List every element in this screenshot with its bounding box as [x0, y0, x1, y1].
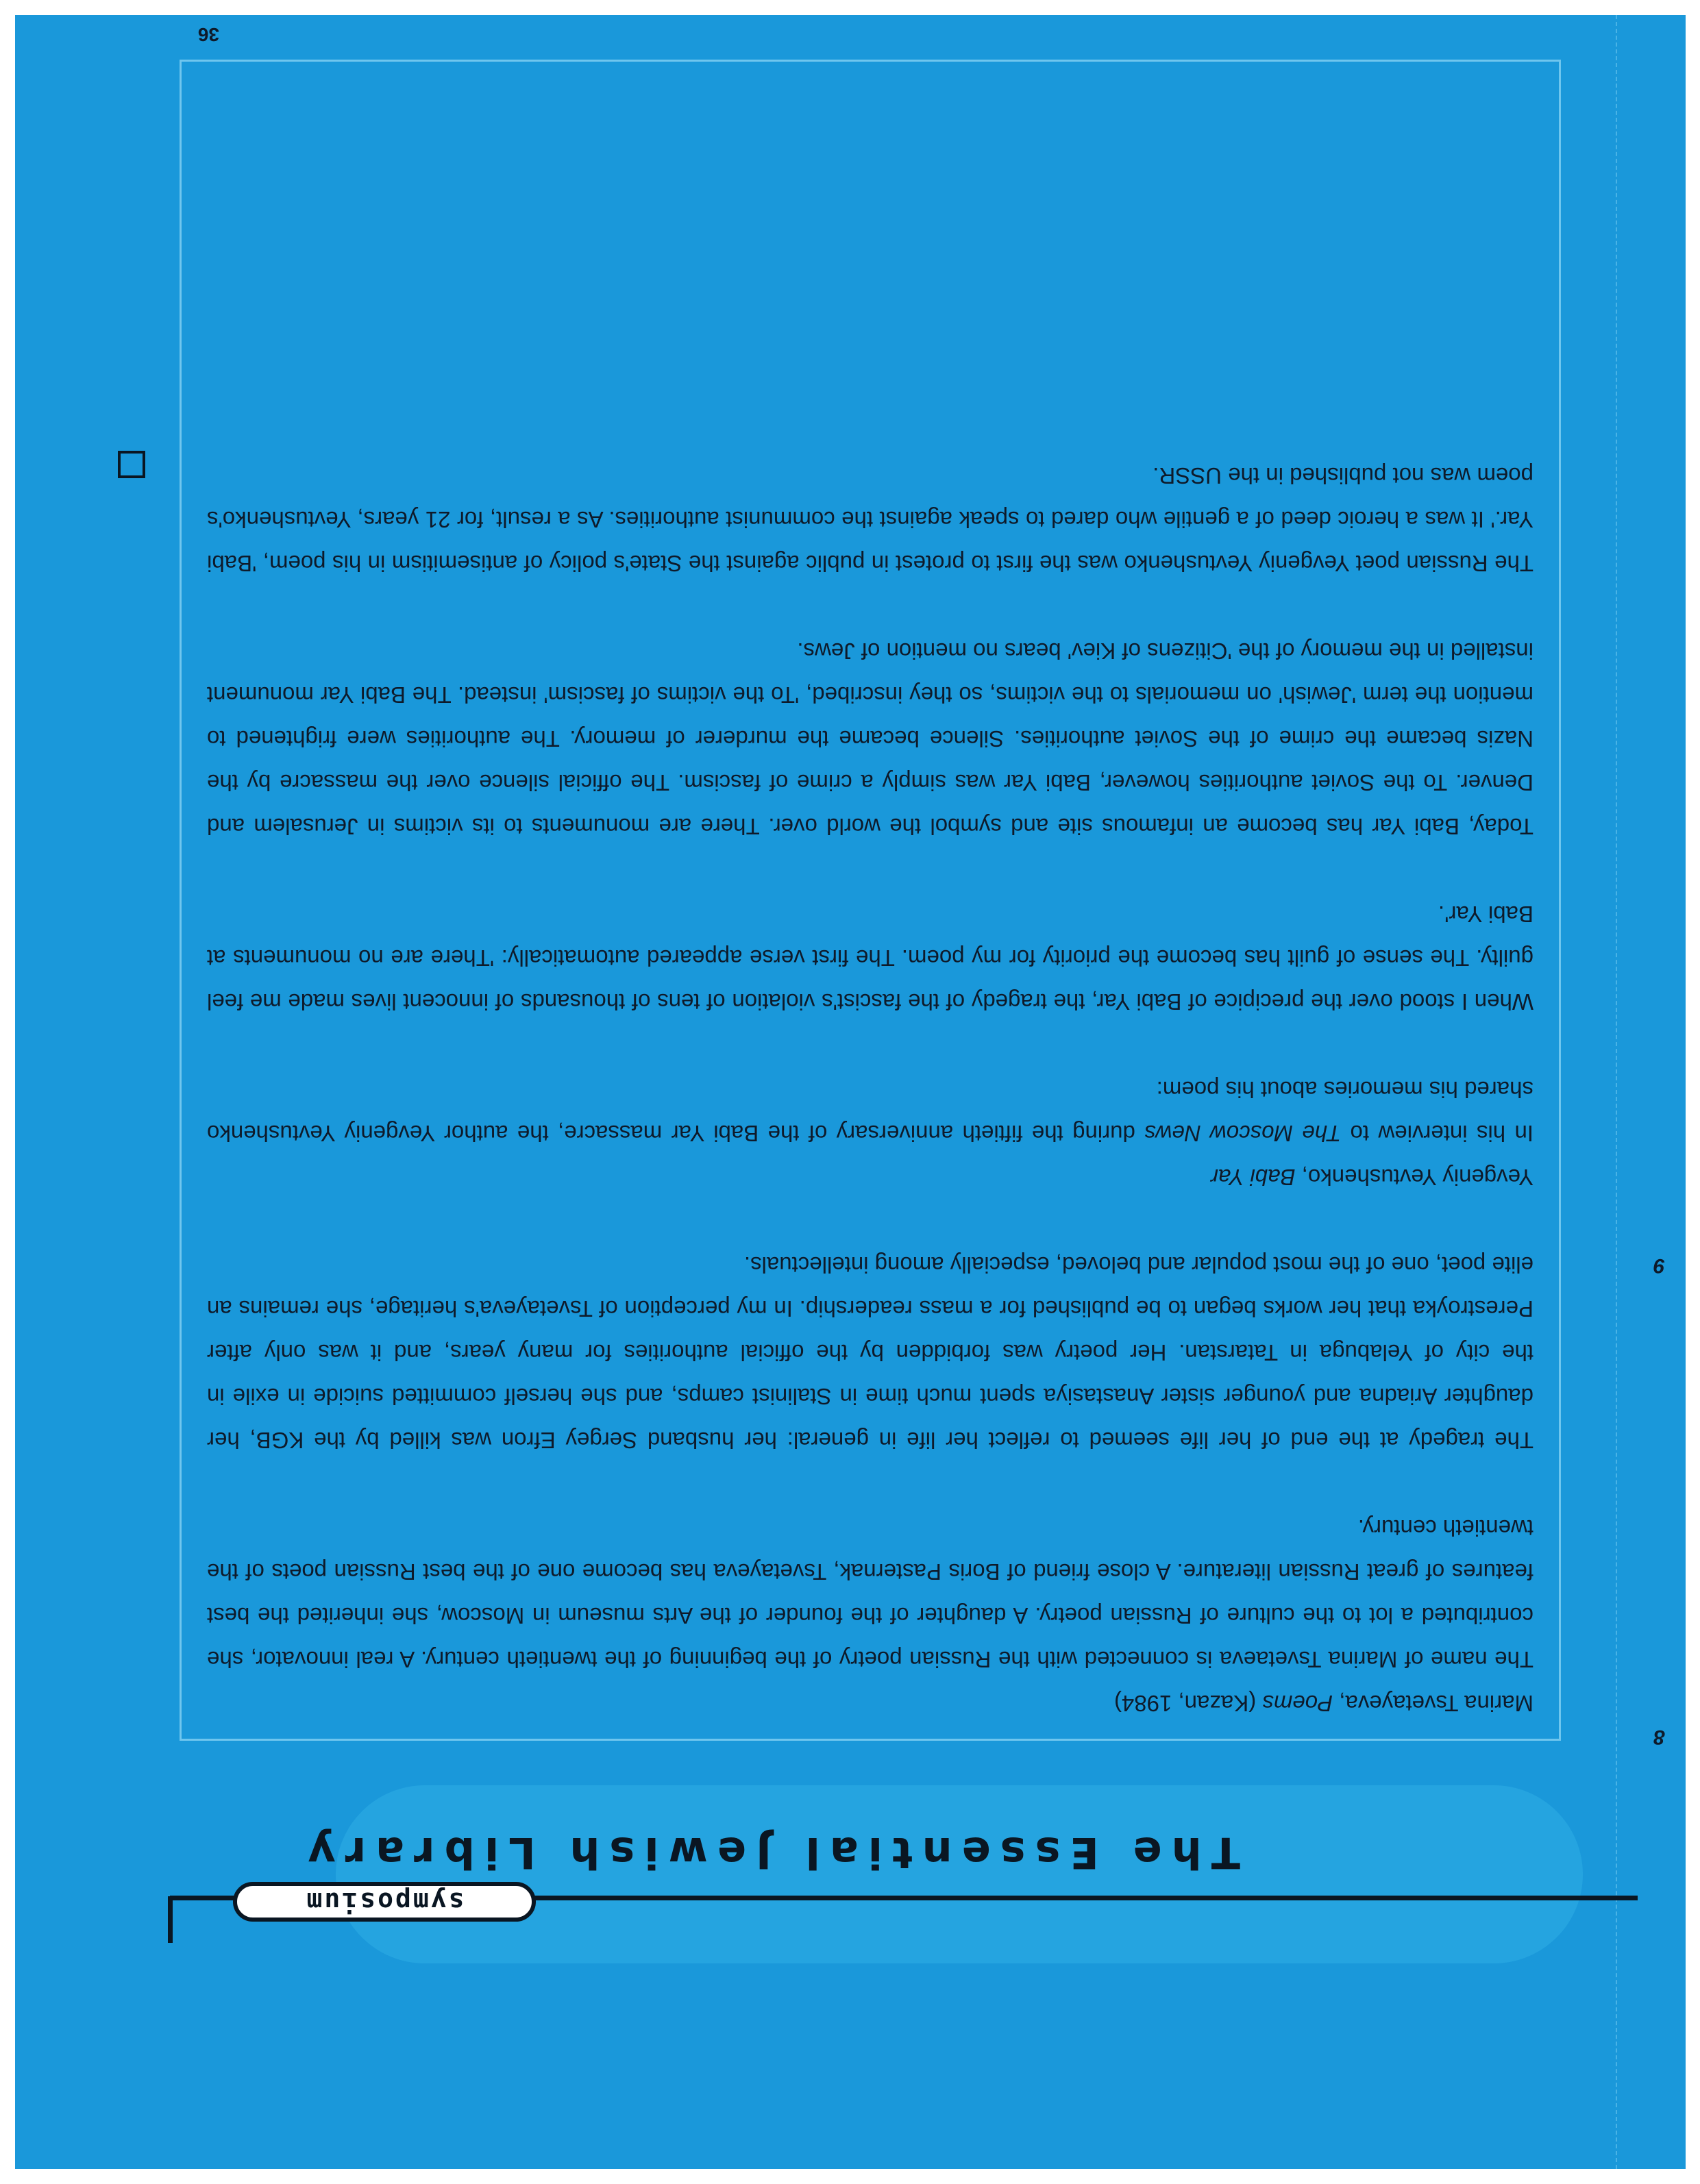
paragraph-interview: In his interview to The Moscow News during the fiftieth anniversary of the Babi Yar massacre, the author Yevgeniy Yevtushenko shared his memories about his poem:	[207, 1077, 1533, 1146]
source-work-title: Babi Yar	[1211, 1165, 1296, 1190]
checkbox-mark	[118, 451, 145, 478]
printed-page-rotated	[15, 15, 1686, 2169]
margin-mark-8: 8	[1653, 1726, 1665, 1748]
paragraph-tsvetaeva-intro: The name of Marina Tsvetaeva is connected with the Russian poetry of the beginning of the twentieth century. A real innovator, she contributed a lot to the culture of Russian poetry. A daughter of the founder of the Arts museum in Moscow, she inherited the best features of great Russian literature. A close friend of Boris Pasternak, Tsvetayeva has become one of the best Russian poets of the twentieth century.	[207, 1515, 1533, 1672]
source-line-yevtushenko: Yevgeniy Yevtushenko, Babi Yar	[1211, 1165, 1533, 1190]
library-title: The Essential Jewish Library	[298, 1828, 1240, 1878]
scanned-page	[15, 15, 1686, 2169]
paragraph-yevtushenko-protest: The Russian poet Yevgeniy Yevtushenko was the first to protest in public against the State's policy of antisemitism in his poem, 'Babi Yar.' It was a heroic deed of a gentile who dared to speak against the communist authorities. As a result, for 21 years, Yevtushenko's poem was not published in the USSR.	[207, 463, 1533, 576]
source-line-tsvetayeva: Marina Tsvetayeva, Poems (Kazan, 1984)	[1113, 1691, 1533, 1716]
page-number: 36	[197, 24, 219, 45]
publication-title: The Moscow News	[1144, 1121, 1342, 1146]
paragraph-babi-yar-today: Today, Babi Yar has become an infamous site and symbol the world over. There are monuments to its victims in Jerusalem and Denver. To the Soviet authorities however, Babi Yar was simply a crime of fascism. The official silence over the massacre by the Nazis became the crime of the Soviet authorities. Silence became the murderer of memory. The authorities were frightened to mention the term 'Jewish' on memorials to the victims, so they inscribed, 'To the victims of fascism' instead. The Babi Yar monument installed in the memory of the 'Citizens of Kiev' bears no mention of Jews.	[207, 638, 1533, 839]
margin-mark-9: 9	[1653, 1254, 1665, 1277]
source-work-title: Poems	[1262, 1691, 1333, 1716]
trim-guide-line	[1616, 15, 1617, 2169]
header-rule-tick	[168, 1896, 173, 1943]
section-label-badge: symposium	[233, 1882, 536, 1922]
quote-yevtushenko: When I stood over the precipice of Babi Yar, the tragedy of the fascist's violation of tens of thousands of innocent lives made me feel guilty. The sense of guilt has become the priority for my poem. The first verse appeared automatically: 'There are no monuments at Babi Yar'.	[207, 902, 1533, 1015]
paragraph-tsvetaeva-tragedy: The tragedy at the end of her life seemed to reflect her life in general: her husband Sergey Efron was killed by the KGB, her daughter Ariadna and younger sister Anastasiya spent much time in Stalinist camps, and she herself committed suicide in exile in the city of Yelabuga in Tatarstan. Her poetry was forbidden by the official authorities for many years, and it was only after Perestroyka that her works began to be published for a mass readership. In my perception of Tsvetayeva's heritage, she remains an elite poet, one of the most popular and beloved, especially among intellectuals.	[207, 1252, 1533, 1453]
article-body	[207, 410, 1533, 1725]
